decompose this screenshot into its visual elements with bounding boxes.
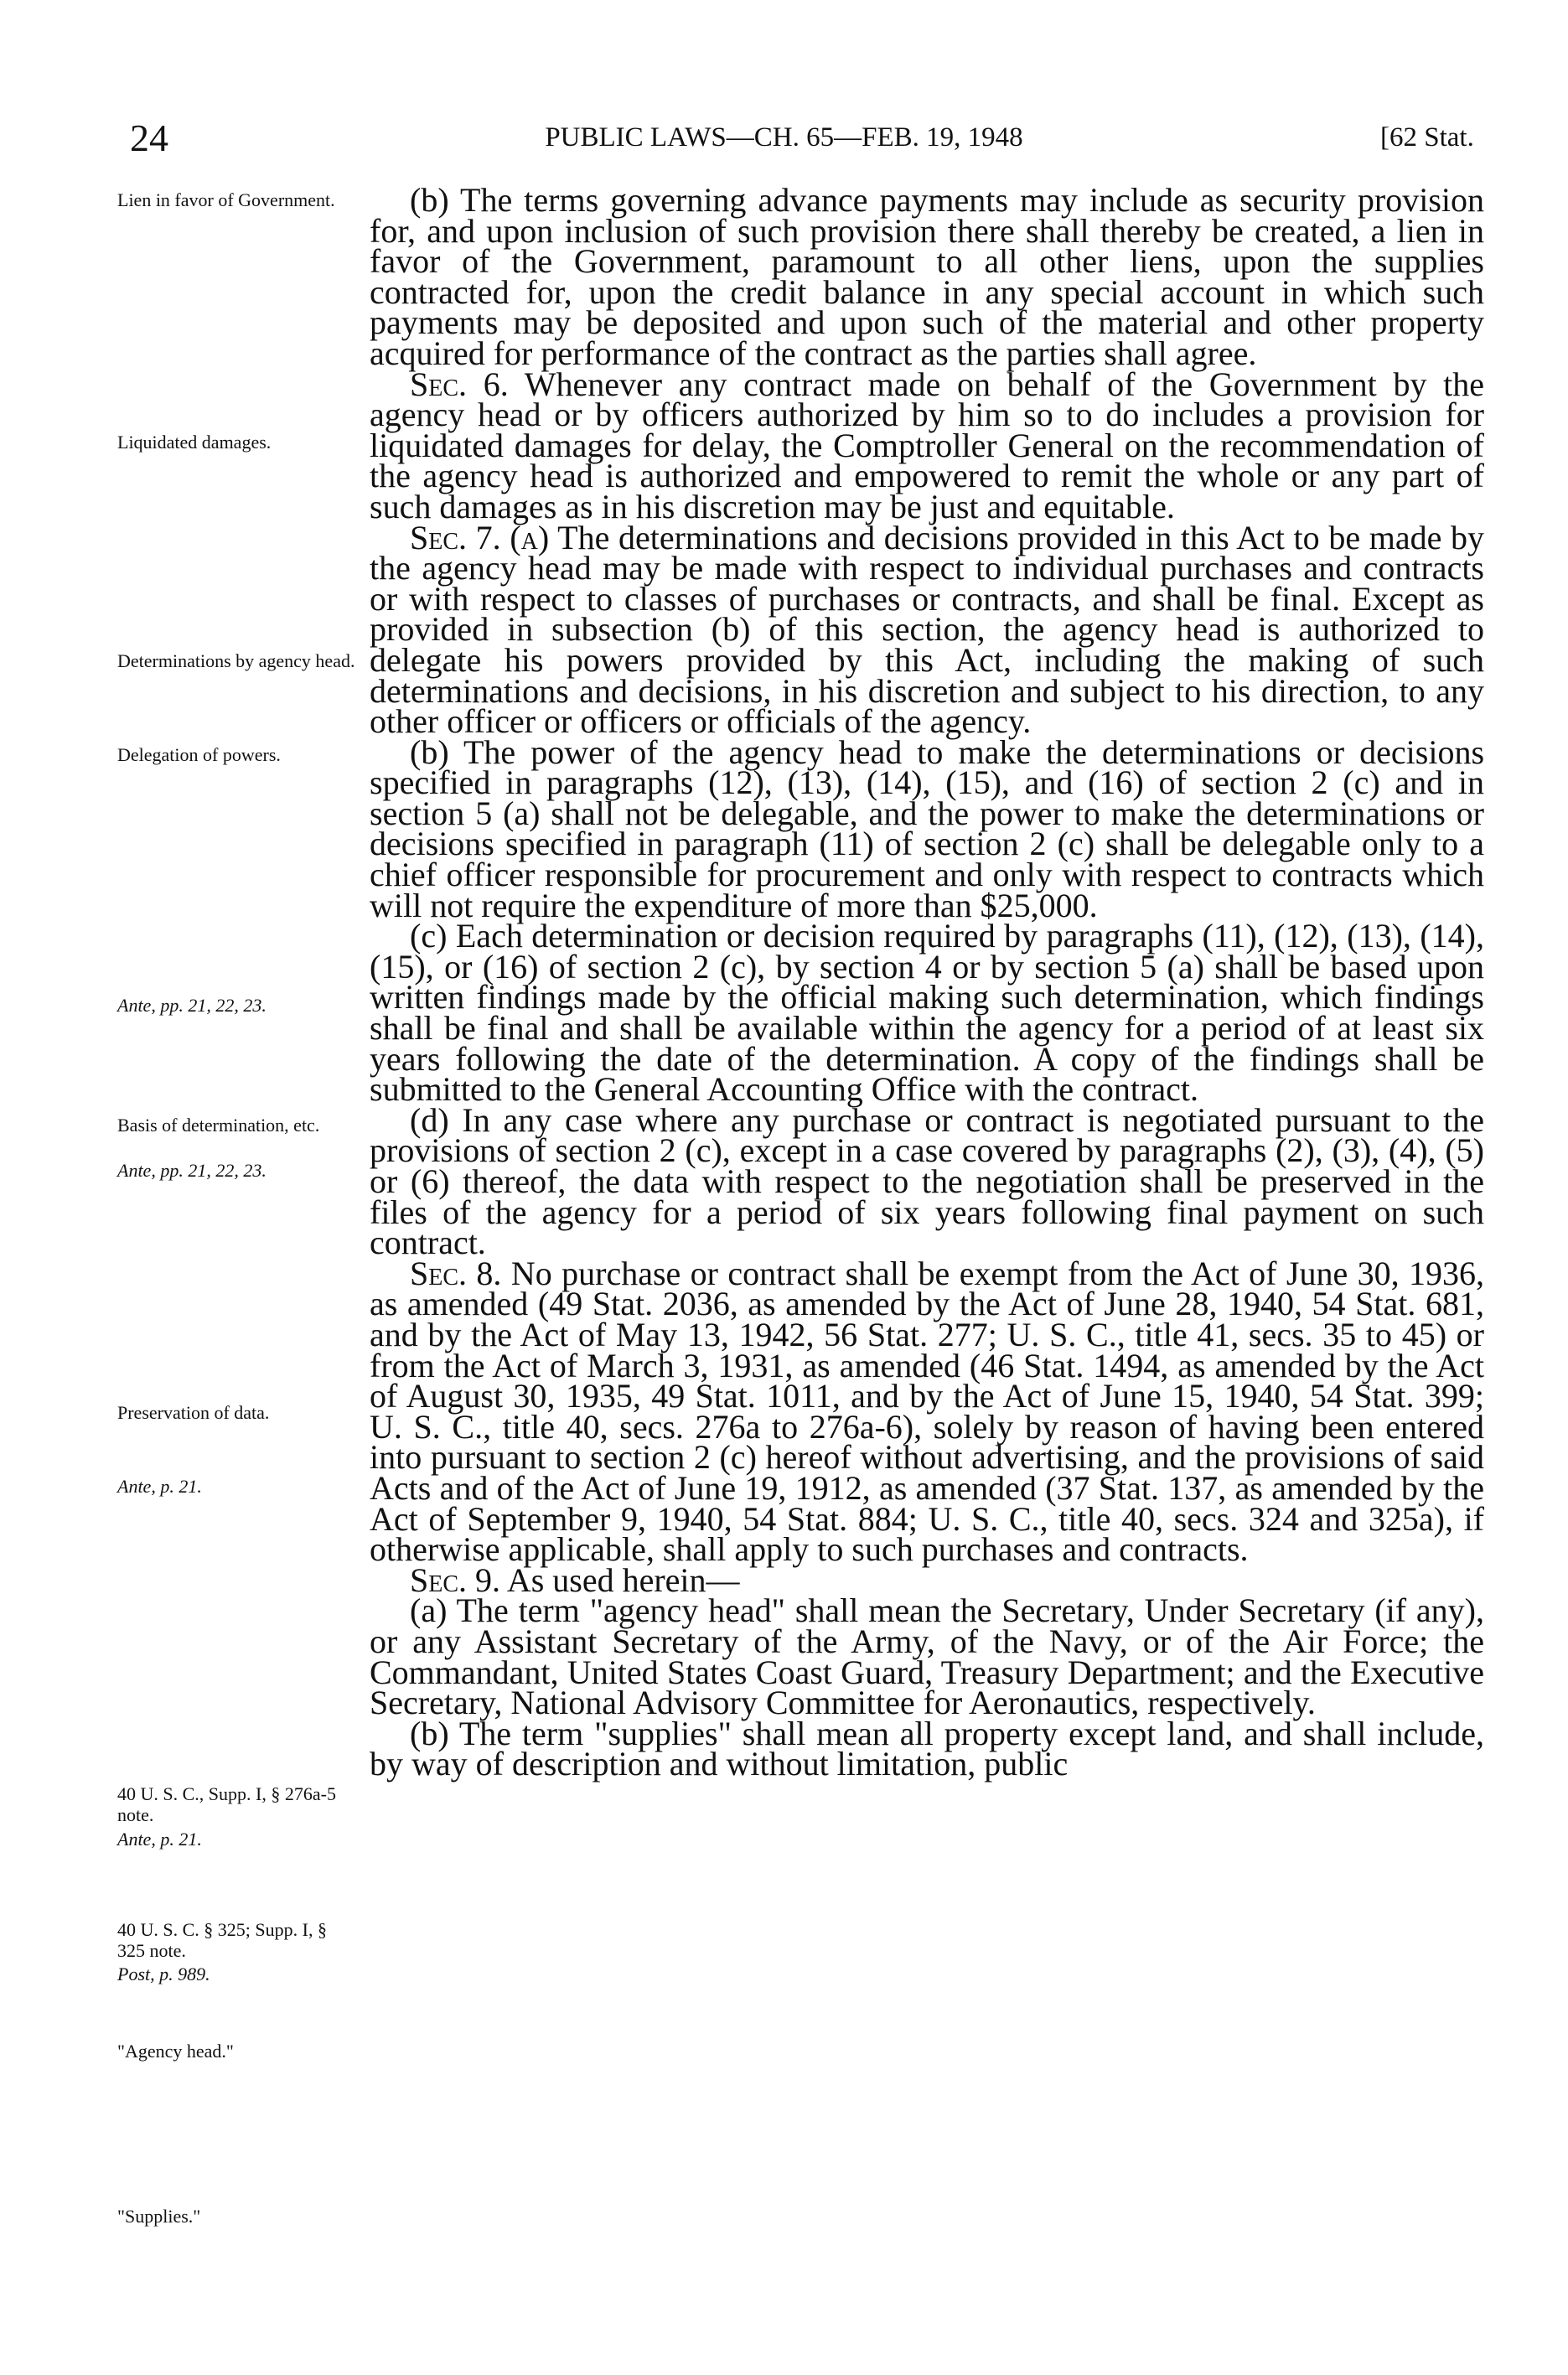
margin-note: Liquidated damages. [117,432,272,453]
paragraph-text: As used herein— [506,1560,740,1599]
paragraph-label: (c) [410,917,448,955]
paragraph [370,1714,1484,1783]
section-label: Sec. 9. [410,1560,501,1599]
margin-note: Preservation of data. [117,1402,270,1423]
margin-note: Ante, pp. 21, 22, 23. [117,1160,267,1181]
paragraph [370,181,1485,372]
paragraph-label: (b) [410,1714,449,1752]
margin-note: Ante, p. 21. [117,1476,202,1497]
paragraph-text: The terms governing advance payments may include as security provision for, and upon inclusion of such provision there shall thereby be created, a lien in favor of the Government, paramount to all other liens, upon the supplies contracted for, upon the credit balance in any special account in which such payments may be deposited and upon such of the material and other property acquired for performance of the contract as the parties shall agree. [370,181,1485,372]
paragraph-text: The power of the agency head to make the determinations or decisions specified in paragraphs (12), (13), (14), (15), and (16) of section 2 (c) and in section 5 (a) shall not be delegable, and the power to make the determinations or decisions specified in paragraph (11) of section 2 (c) shall be delegable only to a chief officer responsible for procurement and only with respect to contracts which will not require the expenditure of more than $25,000. [370,732,1485,924]
page-number: 24 [130,116,168,159]
section-label: Sec. 6. [410,365,509,403]
paragraph-label: (d) [410,1100,449,1139]
margin-note: "Agency head." [117,2041,234,2062]
running-title: PUBLIC LAWS—CH. 65—FEB. 19, 1948 [545,122,1023,153]
section-label: Sec. 7. (a) [410,518,550,556]
paragraph-text: The term "supplies" shall mean all property except land, and shall include, by way of description and without limitation, public [370,1714,1484,1783]
paragraph-label: (a) [410,1591,448,1630]
margin-note: Ante, p. 21. [117,1829,202,1850]
paragraph [370,1100,1484,1262]
margin-notes [117,0,356,2375]
margin-note: "Supplies." [117,2206,201,2227]
margin-note: 40 U. S. C., Supp. I, § 276a-5 note. [117,1783,336,1825]
paragraph-text: Whenever any contract made on behalf of the Government by the agency head or by officers authorized by him so to do includes a provision for liquidated damages for delay, the Comptroller General on the recommendation of the agency head is authorized and empowered to remit the whole or any part of such damages as in his discretion may be just and equitable. [370,365,1484,525]
paragraph [370,917,1484,1109]
margin-note: Determinations by agency head. [117,650,355,671]
paragraph-text: In any case where any purchase or contract is negotiated pursuant to the provisions of section 2 (c), except in a case covered by paragraphs (2), (3), (4), (5) or (6) thereof, the data with respect to the negotiation shall be preserved in the files of the agency for a period of six years following final payment on such contract. [370,1100,1484,1262]
paragraph-label: (b) [410,181,449,219]
margin-note: Post, p. 989. [117,1964,210,1984]
section-label: Sec. 8. [410,1254,502,1292]
paragraph-label: (b) [410,732,449,771]
paragraph [370,732,1485,924]
paragraph [370,1591,1484,1722]
paragraph-text: The determinations and decisions provided in this Act to be made by the agency head may be made with respect to individual purchases and contracts or with respect to classes of purchases or contracts, and shall be final. Except as provided in subsection (b) of this section, the agency head is authorized to delegate his powers provided by this Act, including the making of such determinations and decisions, in his discretion and subject to his direction, to any other officer or officers or officials of the agency. [370,518,1484,741]
statute-body [370,181,1485,1783]
margin-note: Ante, pp. 21, 22, 23. [117,995,267,1016]
margin-note: Lien in favor of Government. [117,189,335,210]
paragraph-text: No purchase or contract shall be exempt from the Act of June 30, 1936, as amended (49 Stat. 2036, as amended by the Act of June 28, 1940, 54 Stat. 681, and by the Act of May 13, 1942, 56 Stat. 277; U. S. C., title 41, secs. 35 to 45) or from the Act of March 3, 1931, as amended (46 Stat. 1494, as amended by the Act of August 30, 1935, 49 Stat. 1011, and by the Act of June 15, 1940, 54 Stat. 399; U. S. C., title 40, secs. 276a to 276a-6), solely by reason of having been entered into pursuant to section 2 (c) hereof without advertising, and the provisions of said Acts and of the Act of June 19, 1912, as amended (37 Stat. 137, as amended by the Act of September 9, 1940, 54 Stat. 884; U. S. C., title 40, secs. 324 and 325a), if otherwise applicable, shall apply to such purchases and contracts. [370,1254,1485,1569]
paragraph-text: Each determination or decision required by paragraphs (11), (12), (13), (14), (15), or (16) of section 2 (c), by section 4 or by section 5 (a) shall be based upon written findings made by the official making such determination, which findings shall be final and shall be available within the agency for a period of at least six years following the date of the determination. A copy of the findings shall be submitted to the General Accounting Office with the contract. [370,917,1484,1109]
margin-note: Basis of determination, etc. [117,1115,320,1136]
paragraph [370,1254,1485,1569]
paragraph [370,365,1484,525]
paragraph-text: The term "agency head" shall mean the Secretary, Under Secretary (if any), or any Assistant Secretary of the Army, of the Navy, or of the Air Force; the Commandant, United States Coast Guard, Treasury Department; and the Executive Secretary, National Advisory Committee for Aeronautics, respectively. [370,1591,1484,1722]
volume-reference: [62 Stat. [1380,122,1474,153]
margin-note: Delegation of powers. [117,744,281,765]
paragraph [370,518,1484,741]
margin-note: 40 U. S. C. § 325; Supp. I, § 325 note. [117,1919,327,1961]
